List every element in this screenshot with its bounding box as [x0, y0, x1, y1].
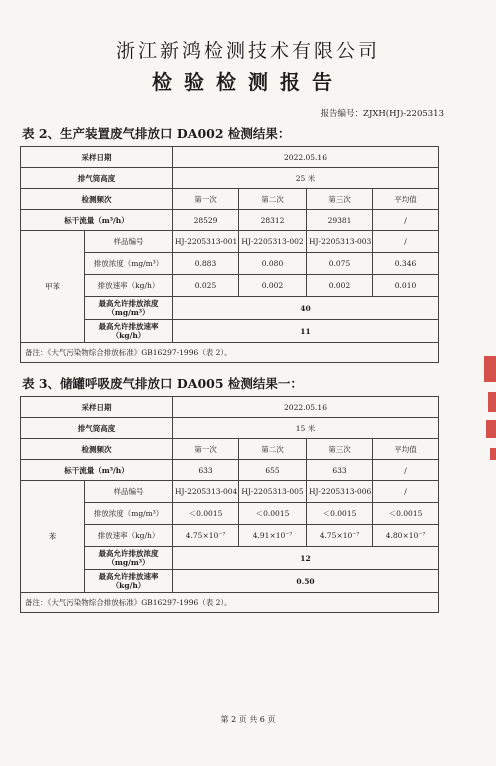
height-label: 排气筒高度 — [21, 168, 173, 189]
conc-cell: 0.883 — [173, 253, 239, 275]
rate-cell: 0.002 — [307, 275, 373, 297]
freq-label: 检测频次 — [21, 189, 173, 210]
max-rate-label: 最高允许排放速率（kg/h） — [85, 570, 173, 593]
page-footer: 第 2 页 共 6 页 — [220, 715, 276, 724]
pollutant-name: 甲苯 — [21, 231, 85, 343]
flow-cell: 655 — [239, 460, 307, 481]
height-value: 15 米 — [173, 418, 439, 439]
flow-cell: 633 — [307, 460, 373, 481]
sample-cell: / — [373, 231, 439, 253]
rate-cell: 4.75×10⁻⁷ — [307, 525, 373, 547]
table-row — [21, 593, 439, 613]
freq-cell: 第一次 — [173, 439, 239, 460]
conc-cell: 0.080 — [239, 253, 307, 275]
table-row — [21, 231, 439, 253]
max-conc-label: 最高允许排放浓度（mg/m³） — [85, 297, 173, 320]
height-value: 25 米 — [173, 168, 439, 189]
flow-label: 标干流量（m³/h） — [21, 210, 173, 231]
flow-cell: 28529 — [173, 210, 239, 231]
pollutant-name: 苯 — [21, 481, 85, 593]
sample-cell: HJ-2205313-005 — [239, 481, 307, 503]
seal-stamp-fragment — [488, 392, 496, 412]
flow-cell: 29381 — [307, 210, 373, 231]
sample-cell: HJ-2205313-006 — [307, 481, 373, 503]
conc-label: 排放浓度（mg/m³） — [85, 253, 173, 275]
freq-cell: 第三次 — [307, 189, 373, 210]
table2-title: 表 2、生产装置废气排放口 DA002 检测结果： — [22, 126, 291, 141]
conc-cell: ＜0.0015 — [307, 503, 373, 525]
sample-cell: / — [373, 481, 439, 503]
rate-cell: 4.75×10⁻⁷ — [173, 525, 239, 547]
rate-cell: 0.002 — [239, 275, 307, 297]
flow-cell: / — [373, 460, 439, 481]
table-row — [21, 481, 439, 503]
max-conc-value: 40 — [173, 297, 439, 320]
rate-cell: 0.010 — [373, 275, 439, 297]
seal-stamp-fragment — [490, 448, 496, 460]
table3 — [20, 396, 439, 613]
table-row — [21, 439, 439, 460]
table-row — [21, 189, 439, 210]
table-row — [21, 168, 439, 189]
conc-cell: 0.075 — [307, 253, 373, 275]
table-row — [21, 397, 439, 418]
table2 — [20, 146, 439, 363]
table-row — [21, 210, 439, 231]
rate-cell: 4.91×10⁻⁷ — [239, 525, 307, 547]
sample-cell: HJ-2205313-004 — [173, 481, 239, 503]
freq-label: 检测频次 — [21, 439, 173, 460]
sample-cell: HJ-2205313-002 — [239, 231, 307, 253]
date-value: 2022.05.16 — [173, 147, 439, 168]
conc-cell: ＜0.0015 — [173, 503, 239, 525]
company-name: 浙江新鸿检测技术有限公司 — [115, 40, 380, 62]
height-label: 排气筒高度 — [21, 418, 173, 439]
date-label: 采样日期 — [21, 147, 173, 168]
table3-note: 备注：《大气污染物综合排放标准》GB16297-1996（表 2）。 — [21, 593, 439, 613]
table-row — [21, 460, 439, 481]
freq-cell: 第二次 — [239, 439, 307, 460]
table2-note: 备注：《大气污染物综合排放标准》GB16297-1996（表 2）。 — [21, 343, 439, 363]
table-row — [21, 343, 439, 363]
freq-cell: 第三次 — [307, 439, 373, 460]
seal-stamp-fragment — [486, 420, 496, 438]
freq-cell: 第二次 — [239, 189, 307, 210]
rate-label: 排放速率（kg/h） — [85, 275, 173, 297]
rate-cell: 4.80×10⁻⁷ — [373, 525, 439, 547]
table-row — [21, 147, 439, 168]
report-number: 报告编号：ZJXH(HJ)-2205313 — [320, 109, 444, 119]
sample-label: 样品编号 — [85, 481, 173, 503]
max-rate-value: 11 — [173, 320, 439, 343]
flow-label: 标干流量（m³/h） — [21, 460, 173, 481]
date-value: 2022.05.16 — [173, 397, 439, 418]
flow-cell: 28312 — [239, 210, 307, 231]
max-conc-value: 12 — [173, 547, 439, 570]
max-conc-label: 最高允许排放浓度（mg/m³） — [85, 547, 173, 570]
conc-label: 排放浓度（mg/m³） — [85, 503, 173, 525]
flow-cell: / — [373, 210, 439, 231]
max-rate-label: 最高允许排放速率（kg/h） — [85, 320, 173, 343]
sample-cell: HJ-2205313-003 — [307, 231, 373, 253]
max-rate-value: 0.50 — [173, 570, 439, 593]
sample-label: 样品编号 — [85, 231, 173, 253]
conc-cell: ＜0.0015 — [373, 503, 439, 525]
freq-cell: 平均值 — [373, 189, 439, 210]
table3-title: 表 3、储罐呼吸废气排放口 DA005 检测结果一： — [22, 376, 303, 391]
report-title: 检验检测报告 — [152, 70, 344, 94]
seal-stamp-fragment — [484, 356, 496, 382]
sample-cell: HJ-2205313-001 — [173, 231, 239, 253]
table-row — [21, 418, 439, 439]
conc-cell: ＜0.0015 — [239, 503, 307, 525]
date-label: 采样日期 — [21, 397, 173, 418]
flow-cell: 633 — [173, 460, 239, 481]
freq-cell: 平均值 — [373, 439, 439, 460]
rate-cell: 0.025 — [173, 275, 239, 297]
rate-label: 排放速率（kg/h） — [85, 525, 173, 547]
freq-cell: 第一次 — [173, 189, 239, 210]
conc-cell: 0.346 — [373, 253, 439, 275]
